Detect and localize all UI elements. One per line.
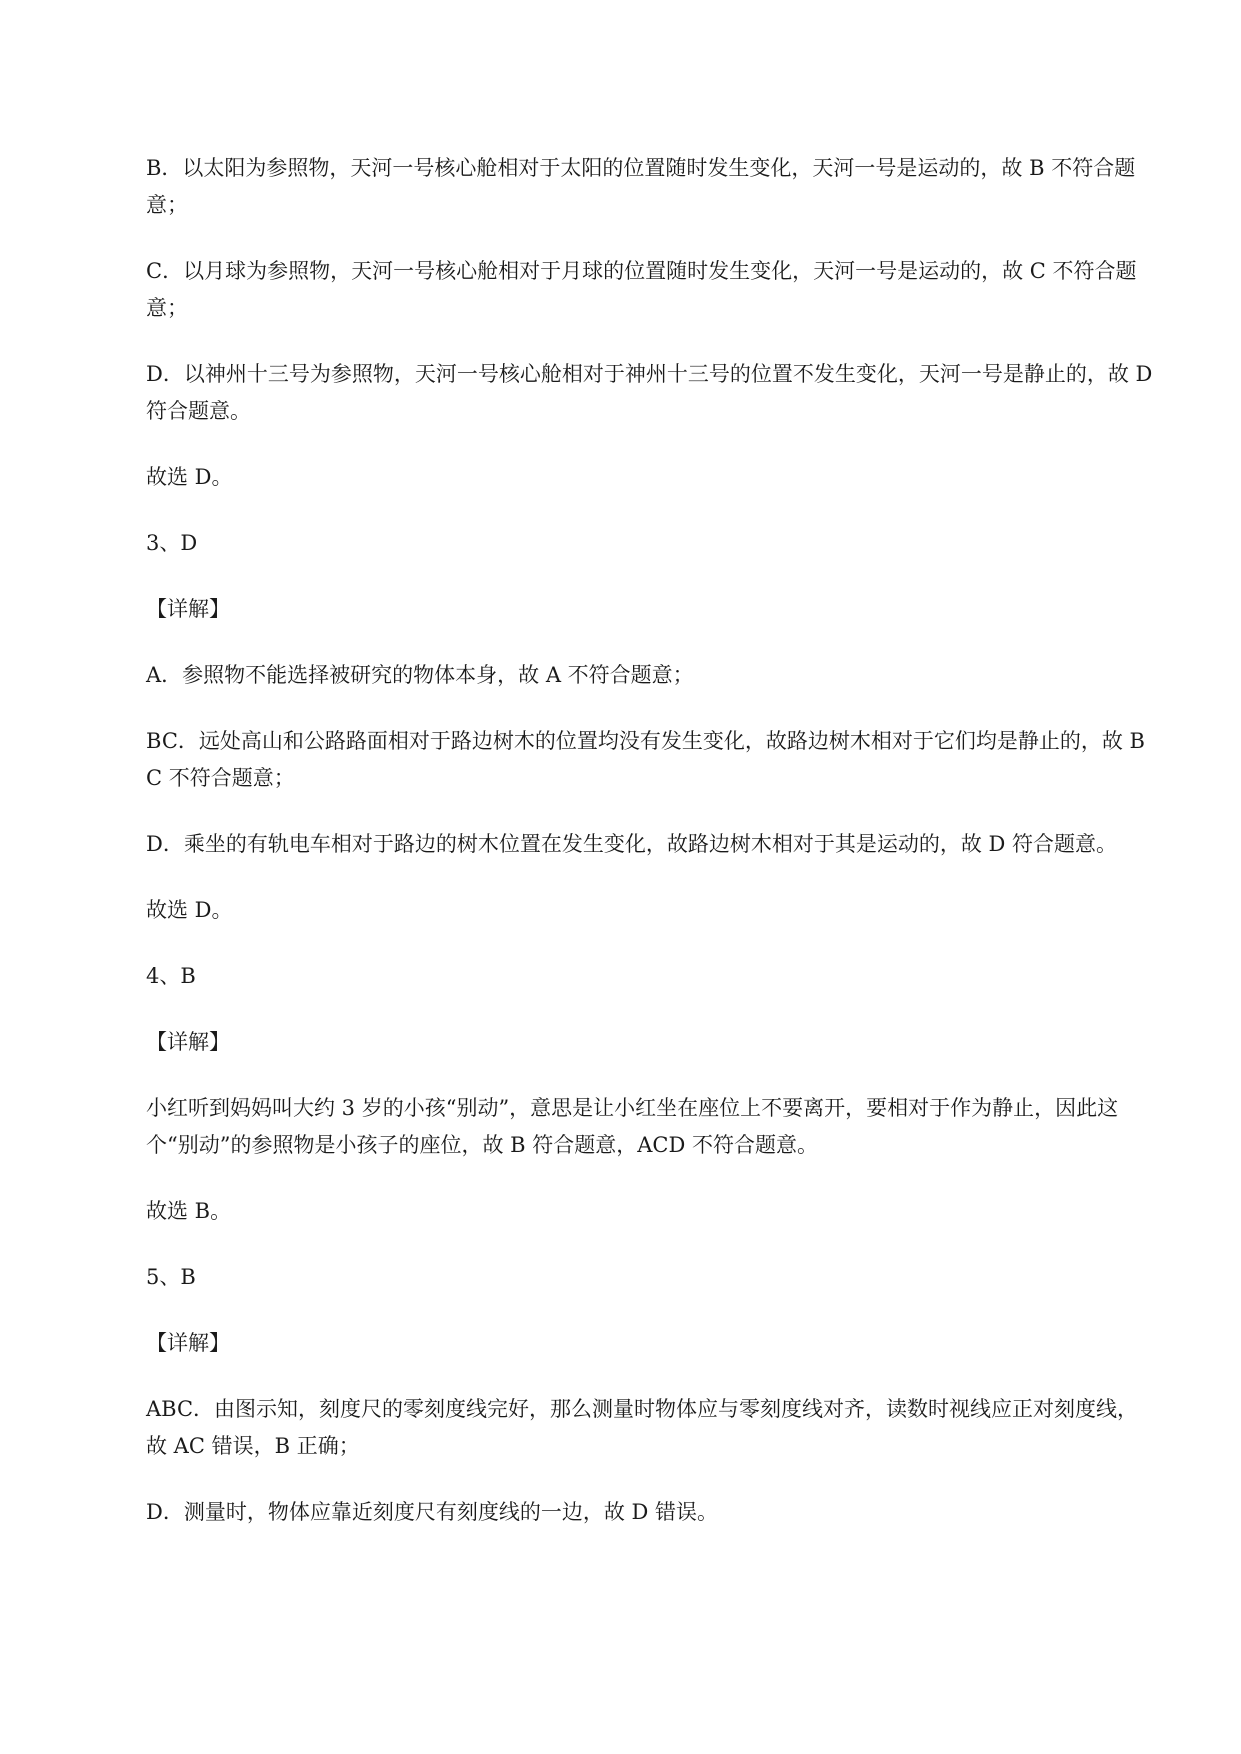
explanation-text: 小红听到妈妈叫大约 3 岁的小孩“别动”，意思是让小红坐在座位上不要离开，要相对于作为静止，因此这个“别动”的参照物是小孩子的座位，故 B 符合题意，ACD 不符合题意。: [146, 1096, 1119, 1157]
answer-conclusion: 故选 D。: [146, 898, 233, 922]
answer-option-a-explanation: A．参照物不能选择被研究的物体本身，故 A 不符合题意；: [146, 663, 694, 687]
document-body: [146, 150, 1154, 1560]
explanation-heading: 【详解】: [146, 597, 230, 621]
question-answer-heading: 4、B: [146, 964, 196, 988]
explanation-heading: 【详解】: [146, 1030, 230, 1054]
answer-conclusion: 故选 B。: [146, 1199, 232, 1223]
answer-option-abc-explanation: ABC．由图示知，刻度尺的零刻度线完好，那么测量时物体应与零刻度线对齐，读数时视线应正对刻度线，故 AC 错误，B 正确；: [146, 1397, 1139, 1458]
answer-option-d-explanation: D．测量时，物体应靠近刻度尺有刻度线的一边，故 D 错误。: [146, 1500, 719, 1524]
question-answer-heading: 3、D: [146, 531, 198, 555]
answer-option-d-explanation: D．以神州十三号为参照物，天河一号核心舱相对于神州十三号的位置不发生变化，天河一号是静止的，故 D 符合题意。: [146, 362, 1153, 423]
answer-conclusion: 故选 D。: [146, 465, 233, 489]
answer-option-bc-explanation: BC．远处高山和公路路面相对于路边树木的位置均没有发生变化，故路边树木相对于它们均是静止的，故 BC 不符合题意；: [146, 729, 1145, 790]
answer-option-b-explanation: B．以太阳为参照物，天河一号核心舱相对于太阳的位置随时发生变化，天河一号是运动的，故 B 不符合题意；: [146, 156, 1136, 217]
answer-option-d-explanation: D．乘坐的有轨电车相对于路边的树木位置在发生变化，故路边树木相对于其是运动的，故 D 符合题意。: [146, 832, 1118, 856]
explanation-heading: 【详解】: [146, 1331, 230, 1355]
answer-option-c-explanation: C．以月球为参照物，天河一号核心舱相对于月球的位置随时发生变化，天河一号是运动的，故 C 不符合题意；: [146, 259, 1137, 320]
question-answer-heading: 5、B: [146, 1265, 196, 1289]
